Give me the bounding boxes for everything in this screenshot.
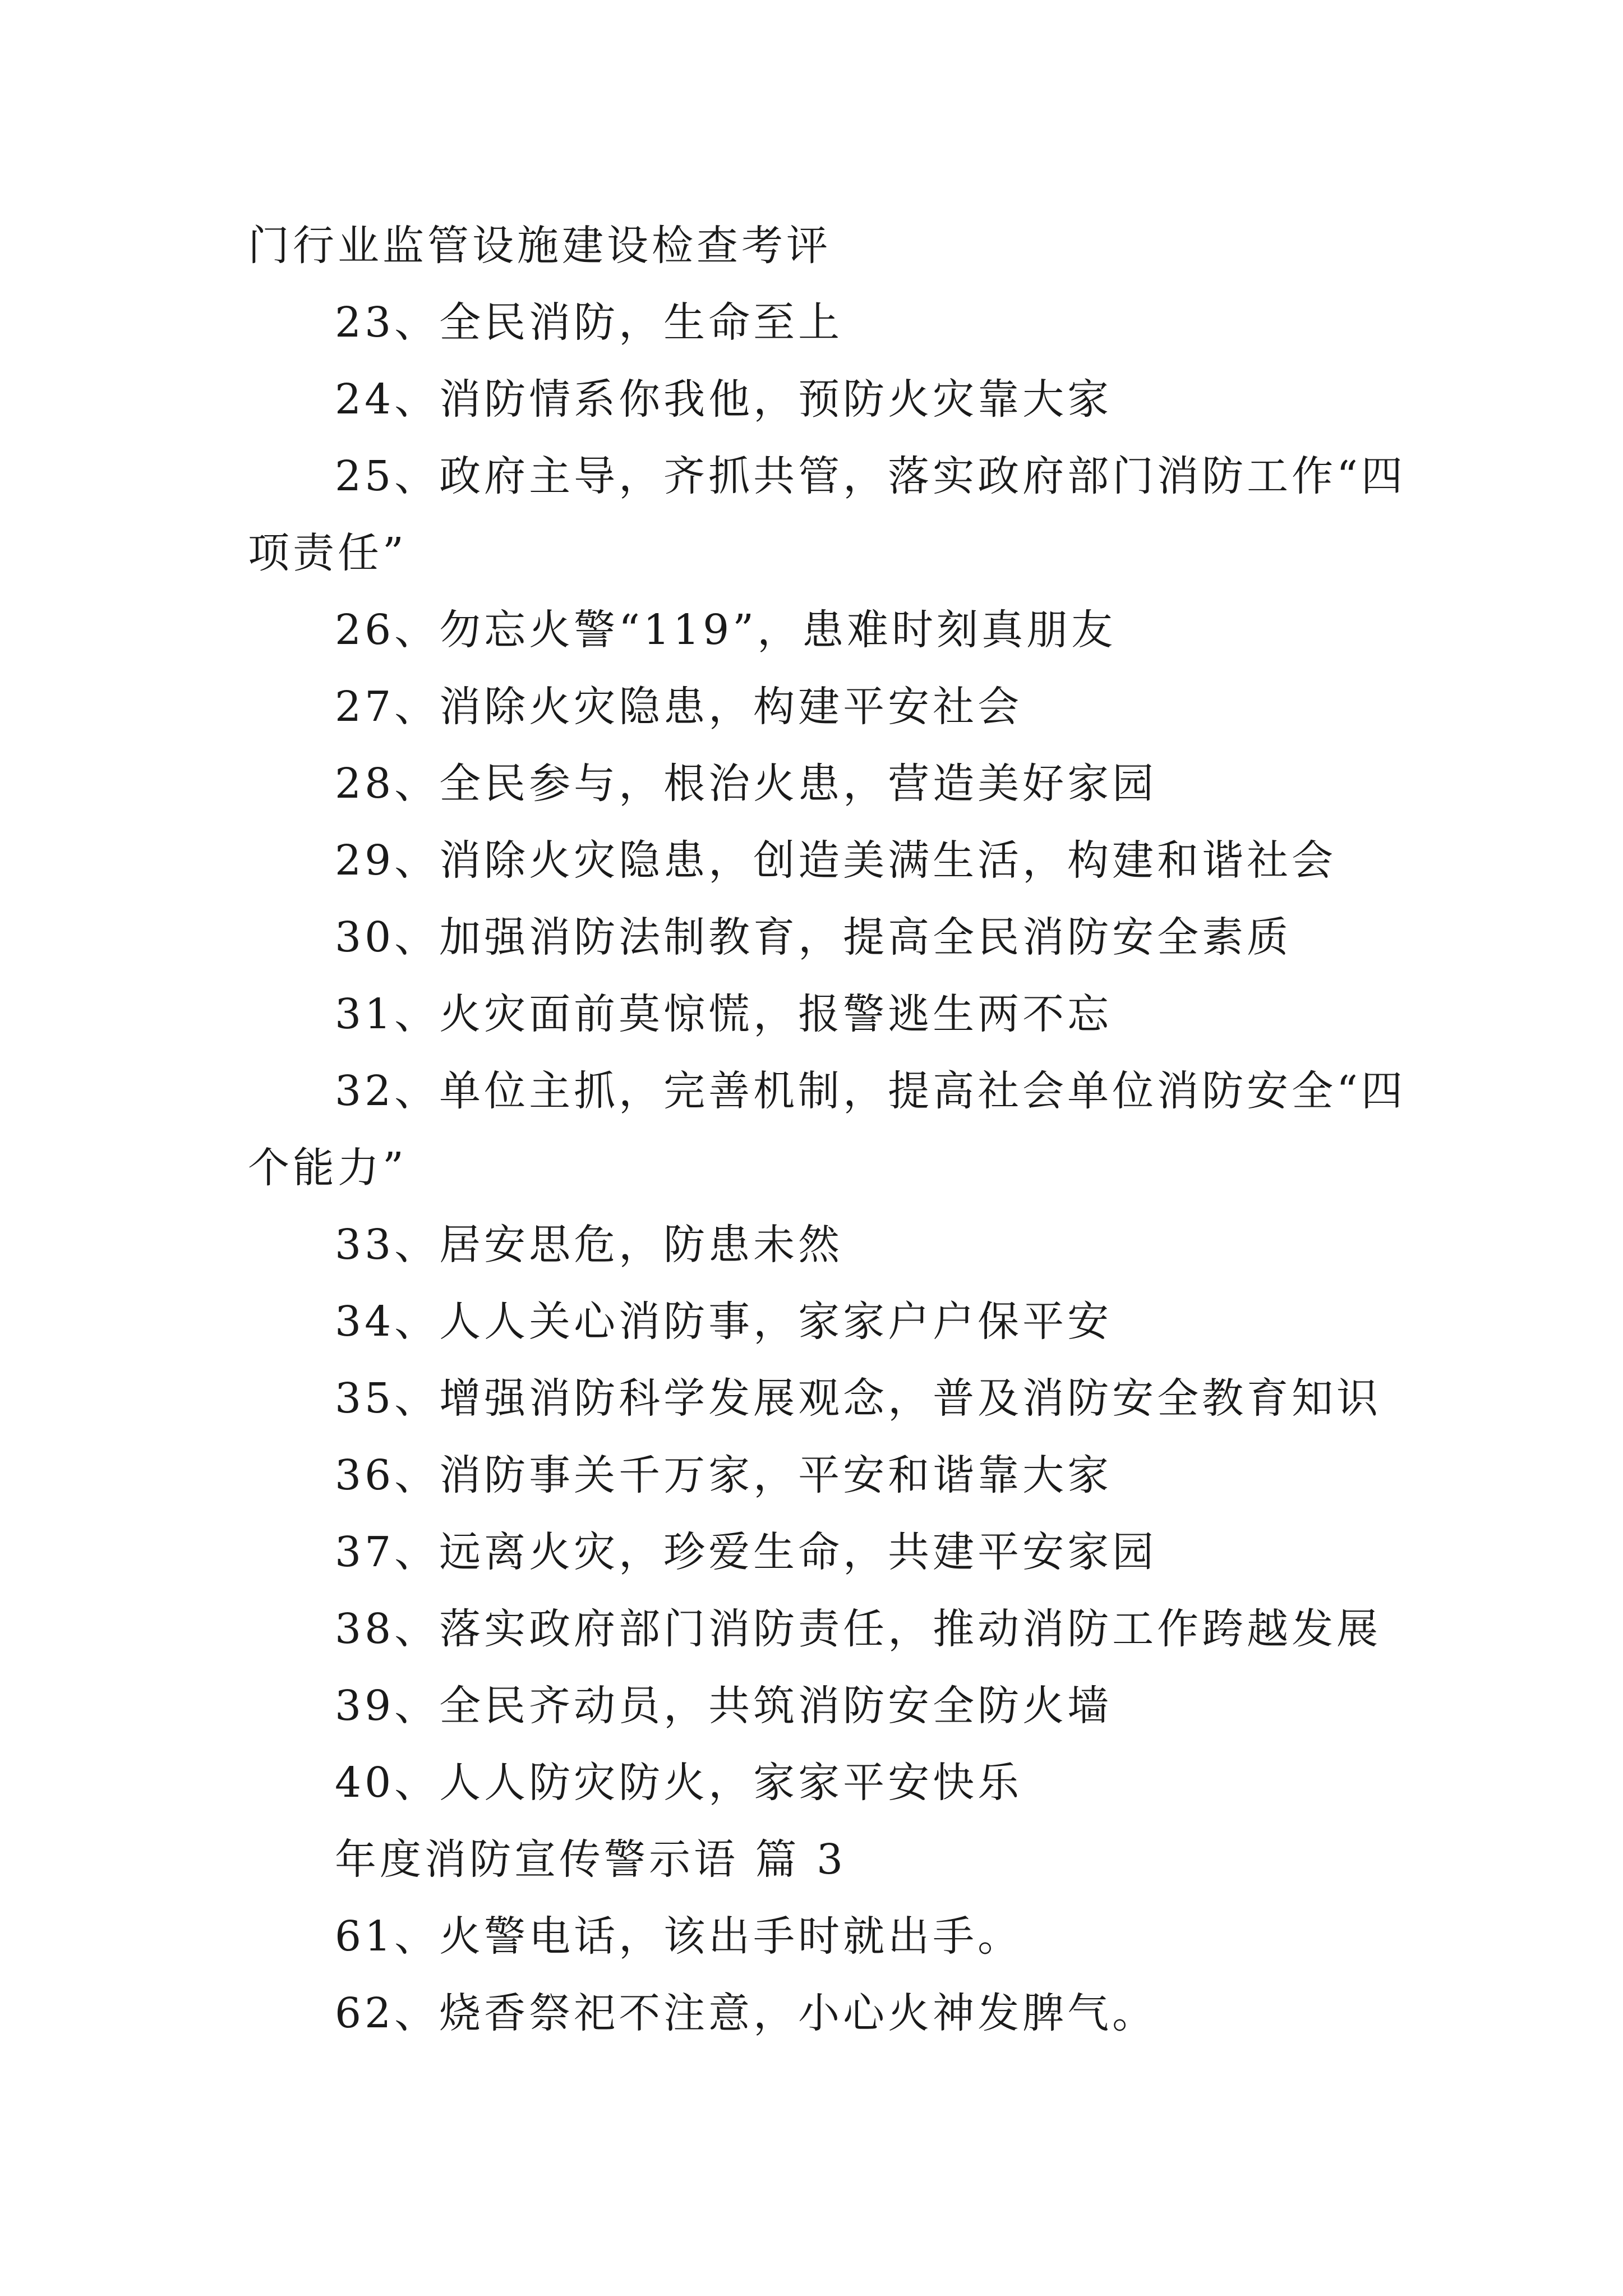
slogan-item: 32、单位主抓，完善机制，提高社会单位消防安全“四 [335,1067,1406,1115]
slogan-item: 25、政府主导，齐抓共管，落实政府部门消防工作“四 [335,452,1406,500]
slogan-item: 34、人人关心消防事，家家户户保平安 [335,1297,1113,1346]
slogan-item: 26、勿忘火警“119”，患难时刻真朋友 [335,606,1117,654]
text-line: 门行业监管设施建设检查考评 [248,222,831,270]
slogan-item: 35、增强消防科学发展观念，普及消防安全教育知识 [335,1374,1382,1423]
slogan-item: 38、落实政府部门消防责任，推动消防工作跨越发展 [335,1605,1382,1653]
document-body [248,208,1406,2052]
slogan-item: 28、全民参与，根治火患，营造美好家园 [335,760,1158,808]
text-line: 个能力” [248,1144,407,1192]
slogan-item: 24、消防情系你我他，预防火灾靠大家 [335,375,1113,424]
slogan-item: 31、火灾面前莫惊慌，报警逃生两不忘 [335,990,1113,1038]
slogan-item: 39、全民齐动员，共筑消防安全防火墙 [335,1682,1113,1730]
section-heading: 年度消防宣传警示语 篇 3 [335,1835,847,1884]
slogan-item: 40、人人防灾防火，家家平安快乐 [335,1759,1023,1807]
slogan-item: 23、全民消防，生命至上 [335,298,843,347]
slogan-item: 27、消除火灾隐患，构建平安社会 [335,683,1023,731]
slogan-item: 33、居安思危，防患未然 [335,1221,843,1269]
slogan-item: 36、消防事关千万家，平安和谐靠大家 [335,1451,1113,1499]
slogan-item: 30、加强消防法制教育，提高全民消防安全素质 [335,913,1292,961]
slogan-item: 61、火警电话，该出手时就出手。 [335,1912,1023,1961]
slogan-item: 29、消除火灾隐患，创造美满生活，构建和谐社会 [335,836,1337,885]
text-line: 项责任” [248,529,407,577]
slogan-item: 37、远离火灾，珍爱生命，共建平安家园 [335,1528,1158,1576]
slogan-item: 62、烧香祭祀不注意，小心火神发脾气。 [335,1989,1158,2037]
